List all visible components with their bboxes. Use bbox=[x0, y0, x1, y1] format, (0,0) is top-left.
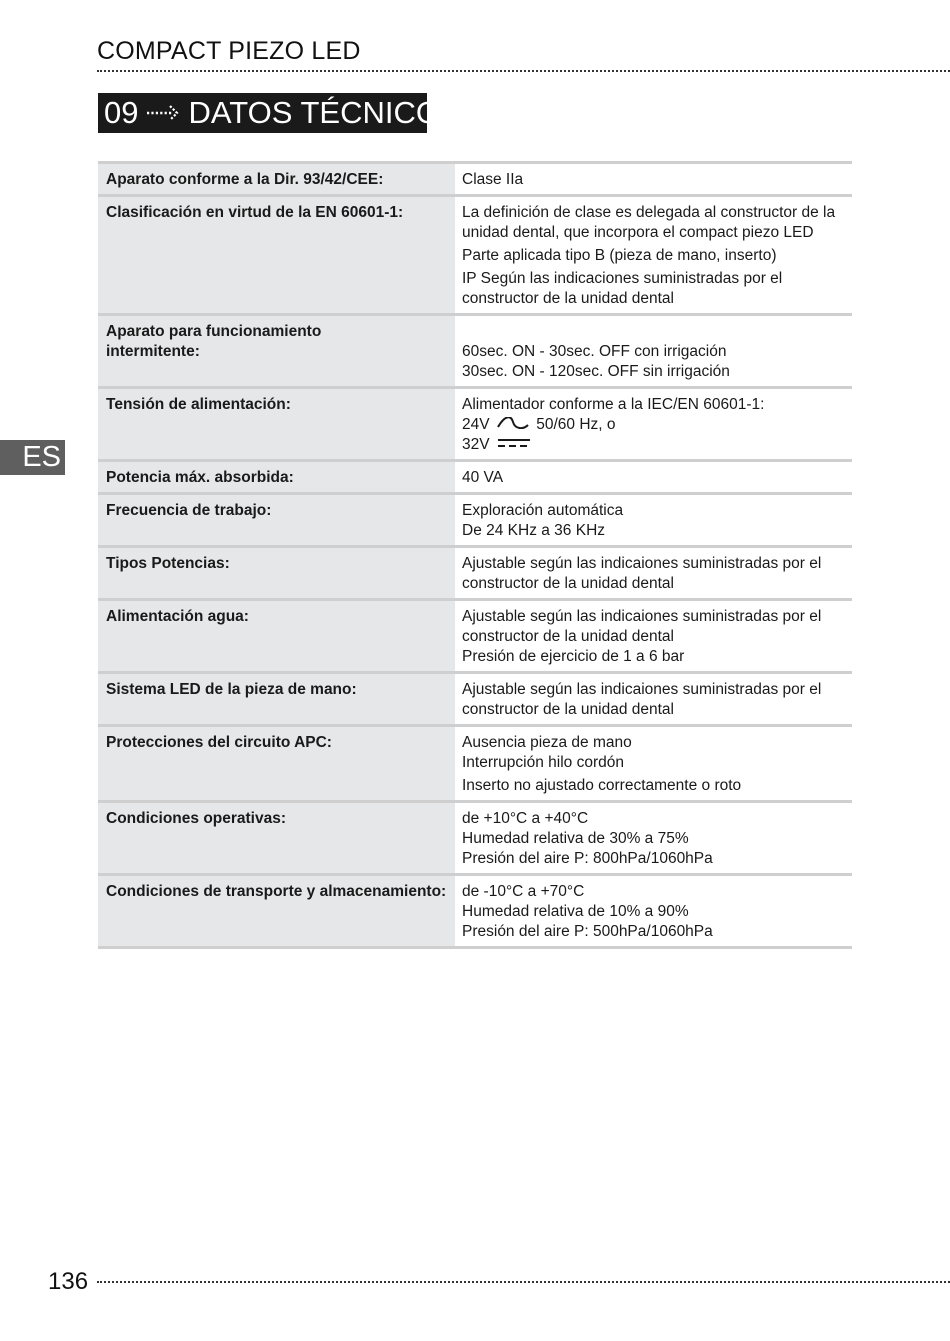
spec-value: Ausencia pieza de mano Interrupción hilo cordón Inserto no ajustado correctamente o roto bbox=[455, 726, 852, 802]
dotted-arrow-icon bbox=[146, 103, 180, 123]
spec-value: Exploración automática De 24 KHz a 36 KHz bbox=[455, 494, 852, 547]
spec-label: Protecciones del circuito APC: bbox=[98, 726, 455, 802]
page-number: 136 bbox=[48, 1268, 89, 1295]
footer-dotted-rule bbox=[97, 1281, 950, 1283]
spec-value: de +10°C a +40°C Humedad relativa de 30% a 75% Presión del aire P: 800hPa/1060hPa bbox=[455, 802, 852, 875]
spec-label: Alimentación agua: bbox=[98, 600, 455, 673]
table-row bbox=[98, 315, 852, 388]
table-row bbox=[98, 547, 852, 600]
table-row bbox=[98, 875, 852, 948]
product-title: COMPACT PIEZO LED bbox=[97, 37, 361, 65]
spec-value: Ajustable según las indicaiones suministradas por el constructor de la unidad dental bbox=[455, 673, 852, 726]
table-row bbox=[98, 673, 852, 726]
table-row bbox=[98, 461, 852, 494]
spec-label: Condiciones operativas: bbox=[98, 802, 455, 875]
spec-label: Aparato para funcionamiento intermitente: bbox=[98, 315, 455, 388]
technical-specs-table bbox=[98, 161, 852, 949]
header-dotted-rule bbox=[97, 70, 950, 72]
section-title: DATOS TÉCNICOS bbox=[188, 95, 461, 130]
spec-value: Ajustable según las indicaiones suministradas por el constructor de la unidad dental bbox=[455, 547, 852, 600]
section-number: 09 bbox=[104, 95, 139, 130]
dc-current-icon bbox=[497, 435, 531, 455]
spec-value: 40 VA bbox=[455, 461, 852, 494]
spec-label: Sistema LED de la pieza de mano: bbox=[98, 673, 455, 726]
spec-value: La definición de clase es delegada al constructor de la unidad dental, que incorpora el compact piezo LED Parte aplicada tipo B (pieza de mano, inserto) IP Según las indicaciones suministradas por el constructor de la unidad dental bbox=[455, 196, 852, 315]
spec-label: Tensión de alimentación: bbox=[98, 388, 455, 461]
table-row bbox=[98, 726, 852, 802]
table-row bbox=[98, 388, 852, 461]
spec-label: Clasificación en virtud de la EN 60601-1: bbox=[98, 196, 455, 315]
spec-label: Frecuencia de trabajo: bbox=[98, 494, 455, 547]
table-row bbox=[98, 196, 852, 315]
spec-label: Potencia máx. absorbida: bbox=[98, 461, 455, 494]
spec-value: Clase IIa bbox=[455, 163, 852, 196]
ac-current-icon bbox=[497, 415, 529, 435]
table-row bbox=[98, 600, 852, 673]
table-row bbox=[98, 802, 852, 875]
spec-value: de -10°C a +70°C Humedad relativa de 10% a 90% Presión del aire P: 500hPa/1060hPa bbox=[455, 875, 852, 948]
table-row bbox=[98, 163, 852, 196]
table-row bbox=[98, 494, 852, 547]
section-heading bbox=[98, 93, 461, 133]
language-tab: ES bbox=[0, 440, 65, 475]
spec-value: 60sec. ON - 30sec. OFF con irrigación 30sec. ON - 120sec. OFF sin irrigación bbox=[455, 315, 852, 388]
spec-value: Ajustable según las indicaiones suministradas por el constructor de la unidad dental Presión de ejercicio de 1 a 6 bar bbox=[455, 600, 852, 673]
spec-label: Tipos Potencias: bbox=[98, 547, 455, 600]
spec-label: Aparato conforme a la Dir. 93/42/CEE: bbox=[98, 163, 455, 196]
spec-value: Alimentador conforme a la IEC/EN 60601-1: 24V 50/60 Hz, o 32V bbox=[455, 388, 852, 461]
spec-label: Condiciones de transporte y almacenamiento: bbox=[98, 875, 455, 948]
